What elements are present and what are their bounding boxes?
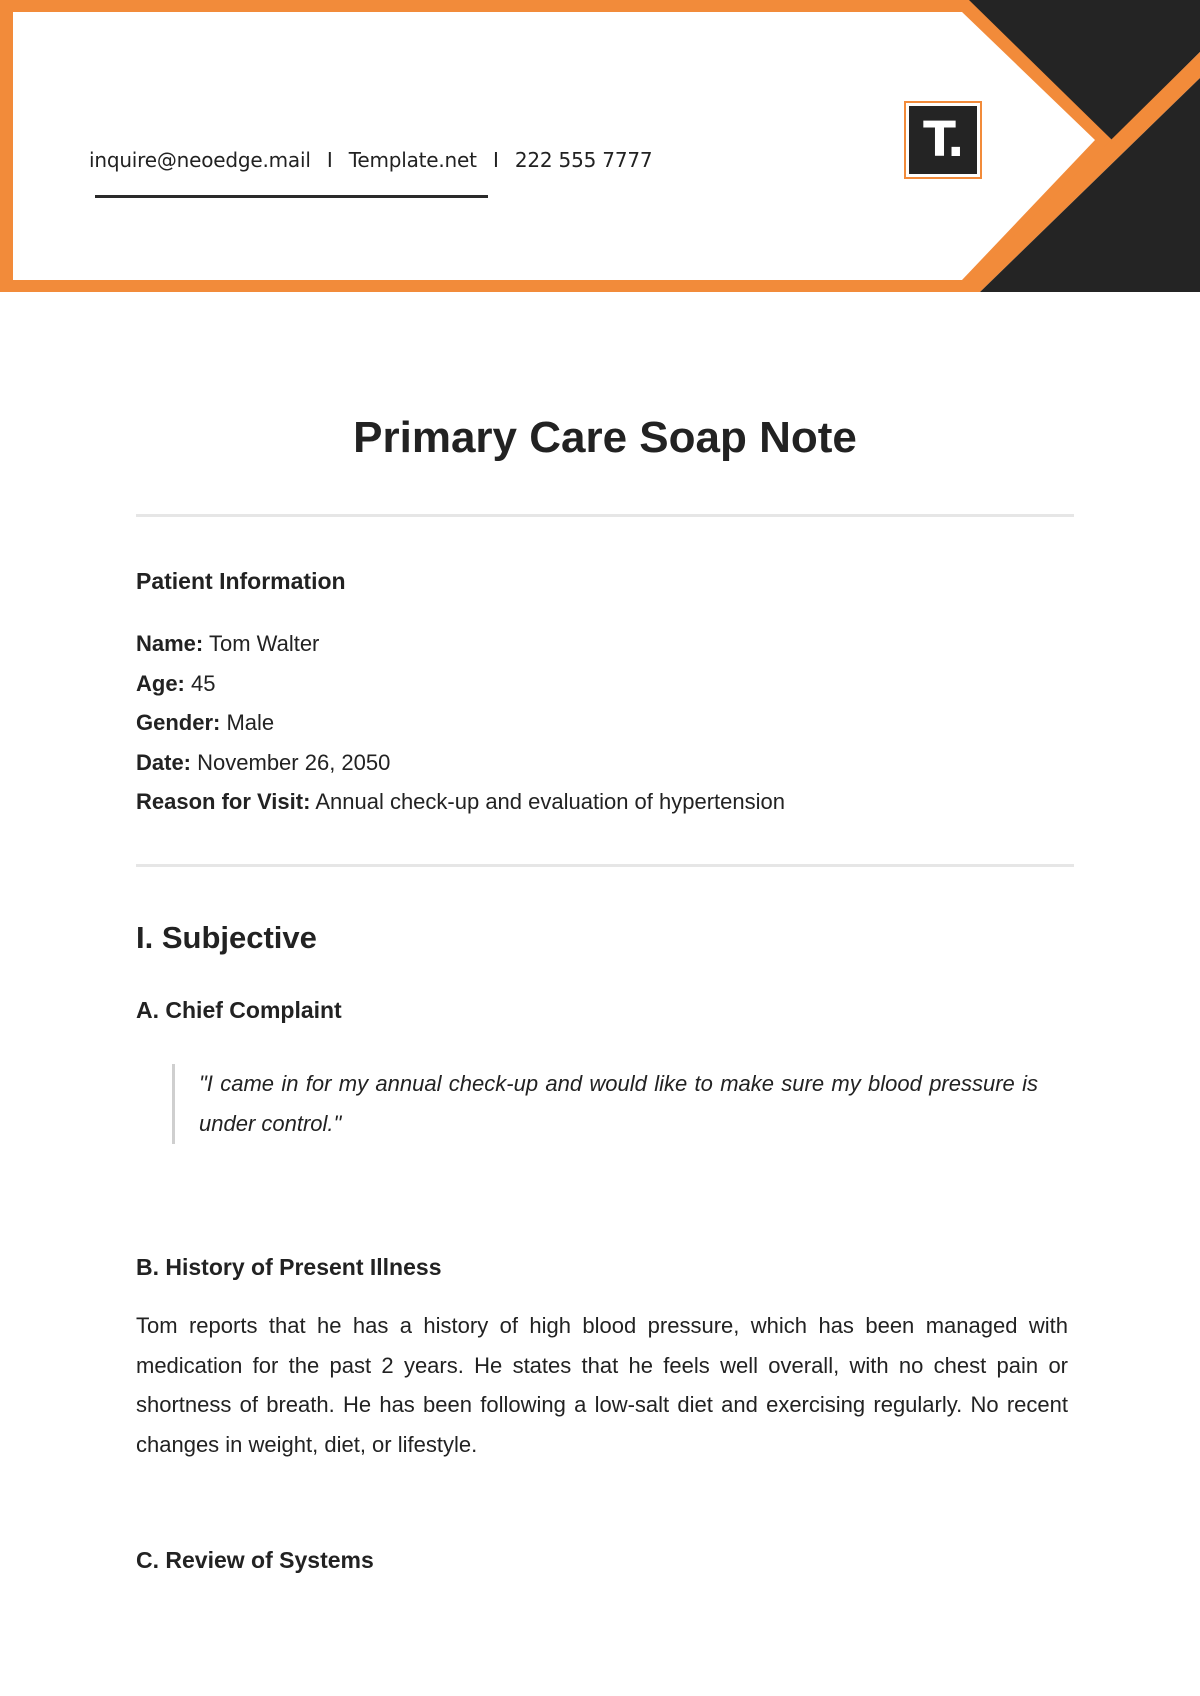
divider xyxy=(136,864,1074,867)
contact-website[interactable]: Template.net xyxy=(348,148,477,172)
page-header xyxy=(0,0,1200,292)
field-label: Date: xyxy=(136,749,192,775)
contact-info xyxy=(89,148,652,172)
field-label: Age: xyxy=(136,670,185,696)
field-value: 45 xyxy=(191,670,216,696)
field-value: Male xyxy=(226,710,275,735)
field-value: Annual check-up and evaluation of hypertension xyxy=(315,789,785,814)
contact-separator: I xyxy=(492,148,499,172)
field-label: Reason for Visit: xyxy=(136,789,311,814)
field-value: November 26, 2050 xyxy=(197,749,391,775)
field-value: Tom Walter xyxy=(208,631,320,656)
patient-info-heading: Patient Information xyxy=(136,568,346,594)
field-label: Gender: xyxy=(136,710,221,735)
document-body xyxy=(136,380,1074,1573)
contact-separator: I xyxy=(326,148,333,172)
contact-underline xyxy=(95,195,488,198)
field-label: Name: xyxy=(136,631,204,656)
contact-email[interactable]: inquire@neoedge.mail xyxy=(89,148,311,172)
history-text: Tom reports that he has a history of high blood pressure, which has been managed with medication for the past 2 years. He states that he feels well overall, with no chest pain or shortness of breath. He has been following a low-salt diet and exercising regularly. No recent changes in weight, diet, or lifestyle. xyxy=(136,1313,1068,1457)
header-decoration xyxy=(0,0,1200,292)
patient-field-reason xyxy=(136,782,785,822)
contact-phone[interactable]: 222 555 7777 xyxy=(514,148,653,172)
patient-field-date xyxy=(136,743,785,783)
review-of-systems-heading: C. Review of Systems xyxy=(136,1547,374,1573)
page-title: Primary Care Soap Note xyxy=(353,413,857,462)
patient-field-age xyxy=(136,664,785,704)
patient-info-list xyxy=(136,624,785,822)
chief-complaint-quote: "I came in for my annual check-up and would like to make sure my blood pressure is under control." xyxy=(172,1064,1078,1144)
subjective-heading: I. Subjective xyxy=(136,920,317,955)
chief-complaint-heading: A. Chief Complaint xyxy=(136,997,342,1023)
patient-field-gender xyxy=(136,703,785,743)
history-heading: B. History of Present Illness xyxy=(136,1254,442,1280)
logo-text: T. xyxy=(909,106,977,174)
divider xyxy=(136,514,1074,517)
patient-field-name xyxy=(136,624,785,664)
logo xyxy=(904,101,982,179)
